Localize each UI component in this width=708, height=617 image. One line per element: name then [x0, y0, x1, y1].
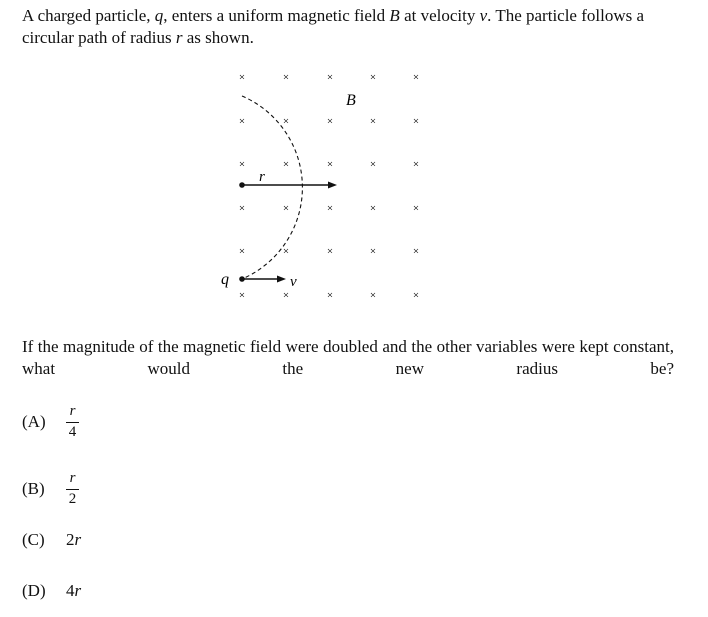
- choice-letter: (D): [22, 581, 46, 600]
- charge-label: q: [221, 271, 229, 288]
- field-x-mark: ×: [369, 158, 377, 171]
- charge-dot: [239, 276, 245, 282]
- fraction-bar: [66, 422, 79, 423]
- field-x-mark: ×: [282, 158, 290, 171]
- radius-label: r: [259, 169, 265, 185]
- field-x-mark: ×: [326, 289, 334, 302]
- center-dot: [239, 182, 245, 188]
- problem-statement: [22, 5, 692, 49]
- numerator: r: [69, 403, 76, 419]
- fraction-bar: [66, 489, 79, 490]
- intro-text: , enters a uniform magnetic field: [163, 6, 390, 25]
- radius-arrowhead: [328, 182, 337, 189]
- choice-coefficient: 4: [66, 581, 75, 600]
- field-x-mark: ×: [282, 245, 290, 258]
- field-x-mark: ×: [412, 158, 420, 171]
- radius-symbol: r: [175, 28, 183, 47]
- field-x-mark: ×: [238, 115, 246, 128]
- field-x-mark: ×: [238, 245, 246, 258]
- field-x-mark: ×: [412, 115, 420, 128]
- denominator: 2: [68, 491, 77, 507]
- fraction: [66, 403, 79, 441]
- circular-path: [242, 96, 302, 279]
- field-x-mark: ×: [282, 202, 290, 215]
- intro-text: at velocity: [399, 6, 480, 25]
- magnetic-field-diagram: [200, 60, 440, 310]
- field-x-mark: ×: [282, 115, 290, 128]
- intro-text: A charged particle,: [22, 6, 155, 25]
- field-x-mark: ×: [326, 115, 334, 128]
- charge-symbol: q: [154, 6, 164, 25]
- field-x-mark: ×: [412, 71, 420, 84]
- numerator: r: [69, 470, 76, 486]
- velocity-label: v: [290, 274, 297, 290]
- field-x-mark: ×: [326, 245, 334, 258]
- velocity-arrowhead: [277, 276, 286, 283]
- field-x-mark: ×: [238, 202, 246, 215]
- field-x-mark: ×: [369, 245, 377, 258]
- field-x-mark: ×: [238, 289, 246, 302]
- choice-d[interactable]: [22, 581, 81, 601]
- field-x-mark: ×: [369, 289, 377, 302]
- fraction: [66, 470, 79, 508]
- question-text: If the magnitude of the magnetic field were doubled and the other variables were kept constant, what would the new radius be?: [22, 337, 674, 378]
- field-x-mark: ×: [238, 71, 246, 84]
- choice-c[interactable]: [22, 530, 81, 550]
- field-x-mark: ×: [412, 289, 420, 302]
- field-x-mark: ×: [238, 158, 246, 171]
- velocity-symbol: v: [479, 6, 488, 25]
- choice-variable: r: [74, 530, 82, 549]
- field-x-mark: ×: [412, 245, 420, 258]
- field-x-mark: ×: [326, 158, 334, 171]
- field-symbol: B: [389, 6, 400, 25]
- choice-coefficient: 2: [66, 530, 75, 549]
- choice-b[interactable]: [22, 470, 79, 508]
- choice-variable: r: [74, 581, 82, 600]
- intro-text: as shown.: [182, 28, 254, 47]
- field-x-mark: ×: [369, 115, 377, 128]
- field-x-mark: ×: [326, 202, 334, 215]
- choice-letter: (C): [22, 530, 45, 549]
- choice-letter: (A): [22, 412, 46, 431]
- field-label: B: [346, 92, 356, 109]
- field-x-mark: ×: [369, 202, 377, 215]
- field-x-mark: ×: [369, 71, 377, 84]
- field-x-mark: ×: [282, 71, 290, 84]
- field-x-mark: ×: [326, 71, 334, 84]
- field-x-mark: ×: [282, 289, 290, 302]
- field-x-mark: ×: [412, 202, 420, 215]
- denominator: 4: [68, 424, 77, 440]
- choice-letter: (B): [22, 479, 45, 498]
- choice-a[interactable]: [22, 403, 79, 441]
- intro-text: . The particle follows a circular path of radius: [22, 6, 645, 47]
